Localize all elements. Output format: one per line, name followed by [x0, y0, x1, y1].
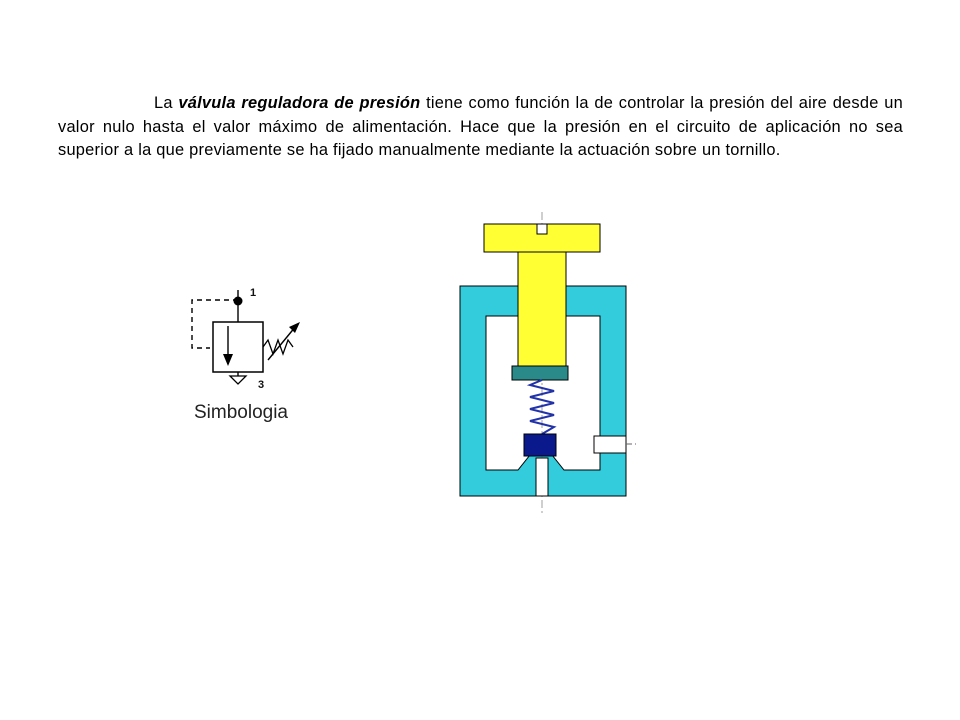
valve-plug	[524, 434, 556, 456]
exhaust-triangle	[230, 376, 246, 384]
port-1-label: 1	[250, 287, 257, 299]
port-3-label: 3	[258, 379, 265, 391]
valve-cross-section	[450, 210, 650, 520]
junction-dot	[234, 297, 243, 306]
description-paragraph	[58, 92, 903, 162]
spring-plate	[512, 366, 568, 380]
outlet-port	[594, 436, 626, 453]
exit-hole	[536, 458, 548, 496]
valve-name-emphasis: válvula reguladora de presión	[178, 94, 421, 113]
valve-square	[213, 322, 263, 372]
adjust-arrow-line	[268, 326, 296, 360]
screw-slot	[537, 224, 547, 234]
screw-shank	[518, 252, 566, 366]
adjust-arrow-head	[289, 322, 300, 333]
symbol-caption: Simbologia	[194, 402, 288, 423]
paragraph-body: tiene como función la de controlar la presión del aire desde un valor nulo hasta el valor máximo de alimentación. Hace que la presión en el circuito de aplicación no sea superior a la que previamente se ha fijado manualmente mediante la actuación sobre un tornillo.	[58, 94, 903, 159]
paragraph-lead: La	[154, 94, 179, 113]
